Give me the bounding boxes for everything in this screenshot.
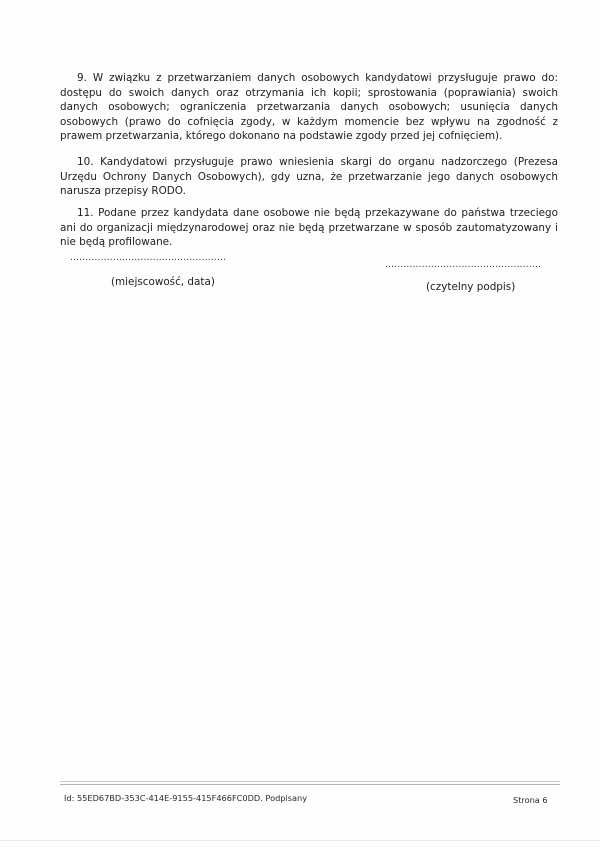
footer-divider bbox=[60, 781, 560, 782]
page-number: Strona 6 bbox=[513, 795, 548, 805]
paragraph-11: 11. Podane przez kandydata dane osobowe nie będą przekazywane do państwa trzeciego ani do organizacji międzynarodowej oraz nie będą przetwarzane w sposób zautomatyzowany i nie będą profilowane. bbox=[60, 207, 558, 249]
signature-dotted-line: ................................................... bbox=[385, 260, 542, 270]
footer-divider-secondary bbox=[60, 784, 560, 785]
paragraph-10: 10. Kandydatowi przysługuje prawo wniesienia skargi do organu nadzorczego (Prezesa Urzędu Ochrony Danych Osobowych), gdy uzna, że przetwarzanie jego danych osobowych narusza przepisy RODO. bbox=[60, 156, 558, 198]
document-id-footer: Id: 55ED67BD-353C-414E-9155-415F466FC0DD. Podpisany bbox=[64, 793, 308, 803]
place-date-label: (miejscowość, data) bbox=[111, 276, 215, 288]
signature-label: (czytelny podpis) bbox=[426, 281, 516, 293]
paragraph-9: 9. W związku z przetwarzaniem danych osobowych kandydatowi przysługuje prawo do: dostępu do swoich danych oraz otrzymania ich kopii; sprostowania (poprawiania) swoich danych osobowych; ograniczenia przetwarzania danych osobowych; usunięcia danych osobowych (prawo do cofnięcia zgody, w każdym momencie bez wpływu na zgodność z prawem przetwarzania, którego dokonano na podstawie zgody przed jej cofnięciem). bbox=[60, 72, 558, 143]
place-date-dotted-line: ................................................... bbox=[70, 253, 227, 263]
scan-edge-line bbox=[0, 840, 600, 841]
